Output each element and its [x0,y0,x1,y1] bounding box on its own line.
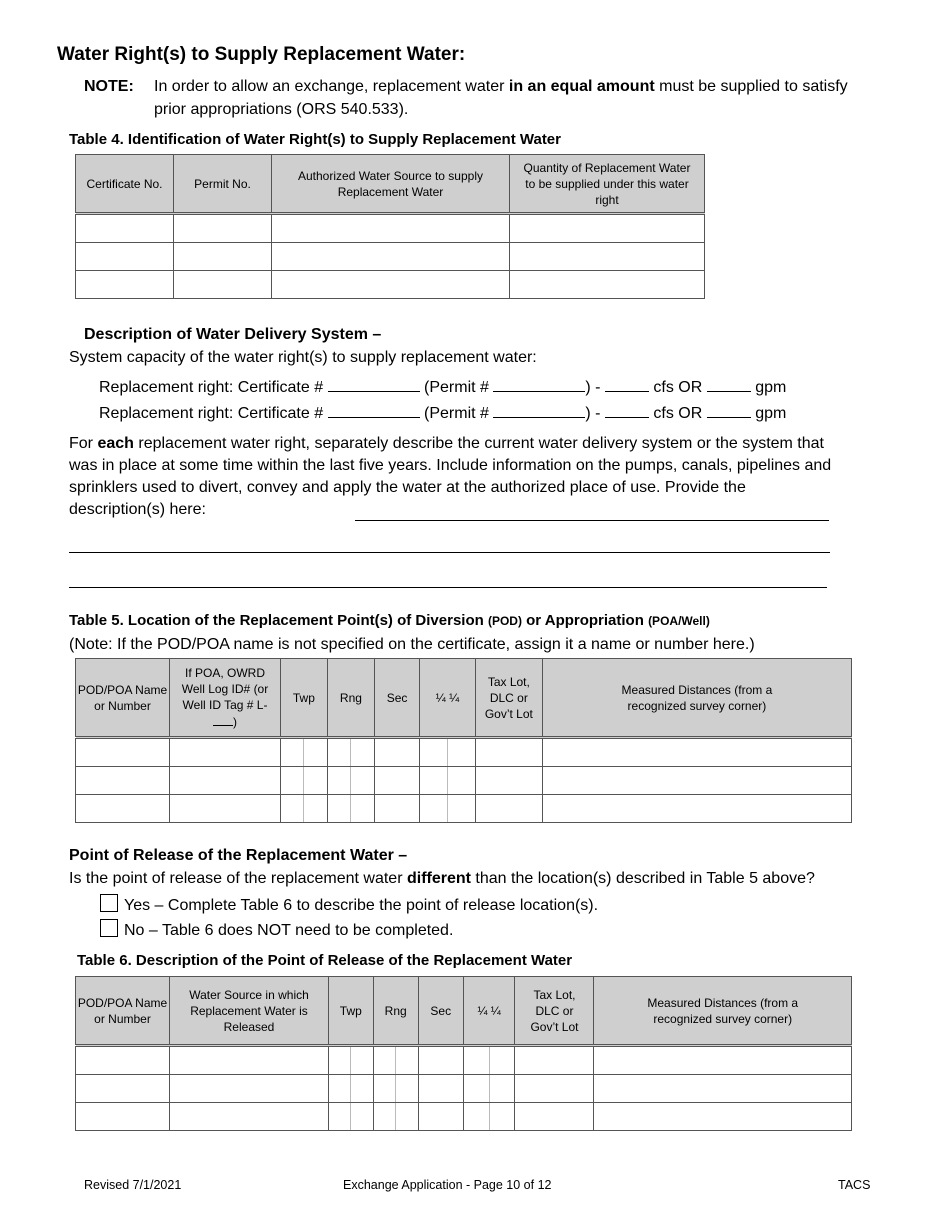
table5-cell[interactable] [420,767,448,795]
table6-cell[interactable] [170,1075,329,1103]
table4-cell[interactable] [76,271,174,299]
certificate-field[interactable] [328,375,420,392]
gpm-field[interactable] [707,375,751,392]
table5-header: If POA, OWRD Well Log ID# (or Well ID Tag # L-) [170,659,281,738]
cfs-field[interactable] [605,401,649,418]
table5-header: Measured Distances (from a recognized survey corner) [542,659,851,738]
table5-cell[interactable] [351,795,375,823]
table4-cell[interactable] [272,271,510,299]
table5-note: (Note: If the POD/POA name is not specified on the certificate, assign it a name or number here.) [69,636,755,653]
table-row [76,243,705,271]
table6-cell[interactable] [489,1046,515,1075]
gpm-field[interactable] [707,401,751,418]
table6 [75,976,852,1131]
dash: ) - [585,405,601,422]
table5-cell[interactable] [327,738,351,767]
table5-cell[interactable] [327,767,351,795]
cfs-label: cfs OR [653,379,703,396]
table6-header: Rng [373,977,418,1046]
table5-cell[interactable] [542,795,851,823]
table6-cell[interactable] [170,1046,329,1075]
permit-label: (Permit # [424,405,489,422]
table6-cell[interactable] [489,1103,515,1131]
table5-cell[interactable] [375,795,420,823]
table5-cell[interactable] [170,738,281,767]
gpm-label: gpm [755,379,787,396]
table6-header: Tax Lot, DLC or Gov’t Lot [515,977,594,1046]
footer-revised: Revised 7/1/2021 [84,1178,182,1192]
table5-caption: Table 5. Location of the Replacement Point(s) of Diversion (POD) or Appropriation (POA/Well) [69,612,710,629]
table6-cell[interactable] [463,1103,489,1131]
table6-cell[interactable] [594,1103,852,1131]
table5-header: Tax Lot, DLC or Gov’t Lot [475,659,542,738]
release-title: Point of Release of the Replacement Water – [69,847,408,864]
table6-header: POD/POA Name or Number [76,977,170,1046]
capacity-text: System capacity of the water right(s) to supply replacement water: [69,349,537,366]
table6-cell[interactable] [351,1046,373,1075]
table-row [76,1075,852,1103]
table5-cell[interactable] [475,795,542,823]
table4-cell[interactable] [272,243,510,271]
table5-cell[interactable] [304,738,327,767]
table-row [76,767,852,795]
table6-cell[interactable] [170,1103,329,1131]
description-field-line-1[interactable] [355,520,829,521]
table6-cell[interactable] [515,1046,594,1075]
table-row [76,738,852,767]
permit-label: (Permit # [424,379,489,396]
permit-field[interactable] [493,375,585,392]
certificate-label: Replacement right: Certificate # [99,405,324,422]
table5-cell[interactable] [76,738,170,767]
table6-cell[interactable] [351,1103,373,1131]
release-yes-option[interactable] [100,894,598,917]
table6-cell[interactable] [396,1046,419,1075]
table5-cell[interactable] [375,767,420,795]
table6-header: ¼ ¼ [463,977,515,1046]
permit-field[interactable] [493,401,585,418]
table6-cell[interactable] [418,1103,463,1131]
table4-cell[interactable] [510,214,705,243]
table6-cell[interactable] [373,1046,396,1075]
table5-cell[interactable] [542,767,851,795]
table5-cell[interactable] [375,738,420,767]
note-label: NOTE: [84,78,134,95]
replacement-right-row-2 [99,401,786,425]
table6-cell[interactable] [418,1075,463,1103]
dash: ) - [585,379,601,396]
table5 [75,658,852,823]
table5-cell[interactable] [76,767,170,795]
table5-cell[interactable] [327,795,351,823]
cfs-field[interactable] [605,375,649,392]
table6-cell[interactable] [418,1046,463,1075]
table4-cell[interactable] [510,243,705,271]
table5-cell[interactable] [304,795,327,823]
table5-cell[interactable] [351,738,375,767]
table6-cell[interactable] [463,1046,489,1075]
table6-cell[interactable] [515,1103,594,1131]
table6-header: Sec [418,977,463,1046]
table5-cell[interactable] [420,795,448,823]
description-field-line-3[interactable] [69,587,827,588]
table6-cell[interactable] [515,1075,594,1103]
table4-cell[interactable] [510,271,705,299]
table6-cell[interactable] [329,1075,351,1103]
no-checkbox[interactable] [100,919,118,937]
table4 [75,154,705,299]
table5-header: Twp [281,659,328,738]
table4-header: Certificate No. [76,155,174,214]
table5-header: ¼ ¼ [420,659,476,738]
table5-cell[interactable] [170,767,281,795]
table5-cell[interactable] [281,767,304,795]
table5-header: POD/POA Name or Number [76,659,170,738]
table5-cell[interactable] [447,738,475,767]
cfs-label: cfs OR [653,405,703,422]
footer-page-number: Exchange Application - Page 10 of 12 [343,1178,552,1192]
yes-label: Yes – Complete Table 6 to describe the point of release location(s). [124,897,599,914]
table4-cell[interactable] [76,214,174,243]
table6-cell[interactable] [351,1075,373,1103]
table5-cell[interactable] [170,795,281,823]
table6-caption: Table 6. Description of the Point of Release of the Replacement Water [77,952,573,969]
certificate-field[interactable] [328,401,420,418]
table6-cell[interactable] [76,1046,170,1075]
table4-header: Permit No. [174,155,272,214]
table6-cell[interactable] [463,1075,489,1103]
table6-header: Measured Distances (from a recognized survey corner) [594,977,852,1046]
table-row [76,1103,852,1131]
yes-checkbox[interactable] [100,894,118,912]
table5-cell[interactable] [447,767,475,795]
table5-cell[interactable] [281,795,304,823]
delivery-paragraph: For each replacement water right, separately describe the current water delivery system or the system that was in place at some time within the last five years. Include information on the pumps, canals, pipelines and sprinklers used to divert, convey and apply the water at the authorized place of use. Provide the description(s) here: [69,435,832,518]
table5-header: Rng [327,659,374,738]
table6-cell[interactable] [489,1075,515,1103]
table6-header: Water Source in which Replacement Water is Released [170,977,329,1046]
release-no-option[interactable] [100,919,453,942]
table6-cell[interactable] [594,1075,852,1103]
certificate-label: Replacement right: Certificate # [99,379,324,396]
table5-cell[interactable] [281,738,304,767]
gpm-label: gpm [755,405,787,422]
table6-cell[interactable] [76,1103,170,1131]
table-row [76,271,705,299]
table4-cell[interactable] [174,271,272,299]
delivery-title: Description of Water Delivery System – [84,326,382,343]
page-heading: Water Right(s) to Supply Replacement Water: [57,44,466,65]
table6-header: Twp [329,977,374,1046]
table4-cell[interactable] [76,243,174,271]
table4-caption: Table 4. Identification of Water Right(s) to Supply Replacement Water [69,131,561,148]
table-row [76,214,705,243]
table6-cell[interactable] [329,1046,351,1075]
note [84,75,848,123]
table5-cell[interactable] [304,767,327,795]
table4-header: Authorized Water Source to supply Replacement Water [272,155,510,214]
table5-cell[interactable] [76,795,170,823]
table6-cell[interactable] [594,1046,852,1075]
no-label: No – Table 6 does NOT need to be completed. [124,922,454,939]
note-text: In order to allow an exchange, replacement water in an equal amount must be supplied to satisfy prior appropriations (ORS 540.533). [154,78,848,118]
table4-cell[interactable] [272,214,510,243]
footer-tacs: TACS [838,1178,871,1192]
table4-cell[interactable] [174,214,272,243]
table6-cell[interactable] [329,1103,351,1131]
table6-cell[interactable] [76,1075,170,1103]
table5-cell[interactable] [420,738,448,767]
table6-cell[interactable] [373,1075,396,1103]
table5-cell[interactable] [475,738,542,767]
description-field-line-2[interactable] [69,552,830,553]
release-question: Is the point of release of the replacement water different than the location(s) described in Table 5 above? [69,870,815,887]
table5-cell[interactable] [475,767,542,795]
table6-cell[interactable] [373,1103,396,1131]
table6-cell[interactable] [396,1103,419,1131]
table5-cell[interactable] [447,795,475,823]
table5-cell[interactable] [351,767,375,795]
replacement-right-row-1 [99,375,786,399]
table-row [76,1046,852,1075]
table5-cell[interactable] [542,738,851,767]
table-row [76,795,852,823]
table4-cell[interactable] [174,243,272,271]
table5-header: Sec [375,659,420,738]
table4-header: Quantity of Replacement Water to be supplied under this water right [510,155,705,214]
table6-cell[interactable] [396,1075,419,1103]
